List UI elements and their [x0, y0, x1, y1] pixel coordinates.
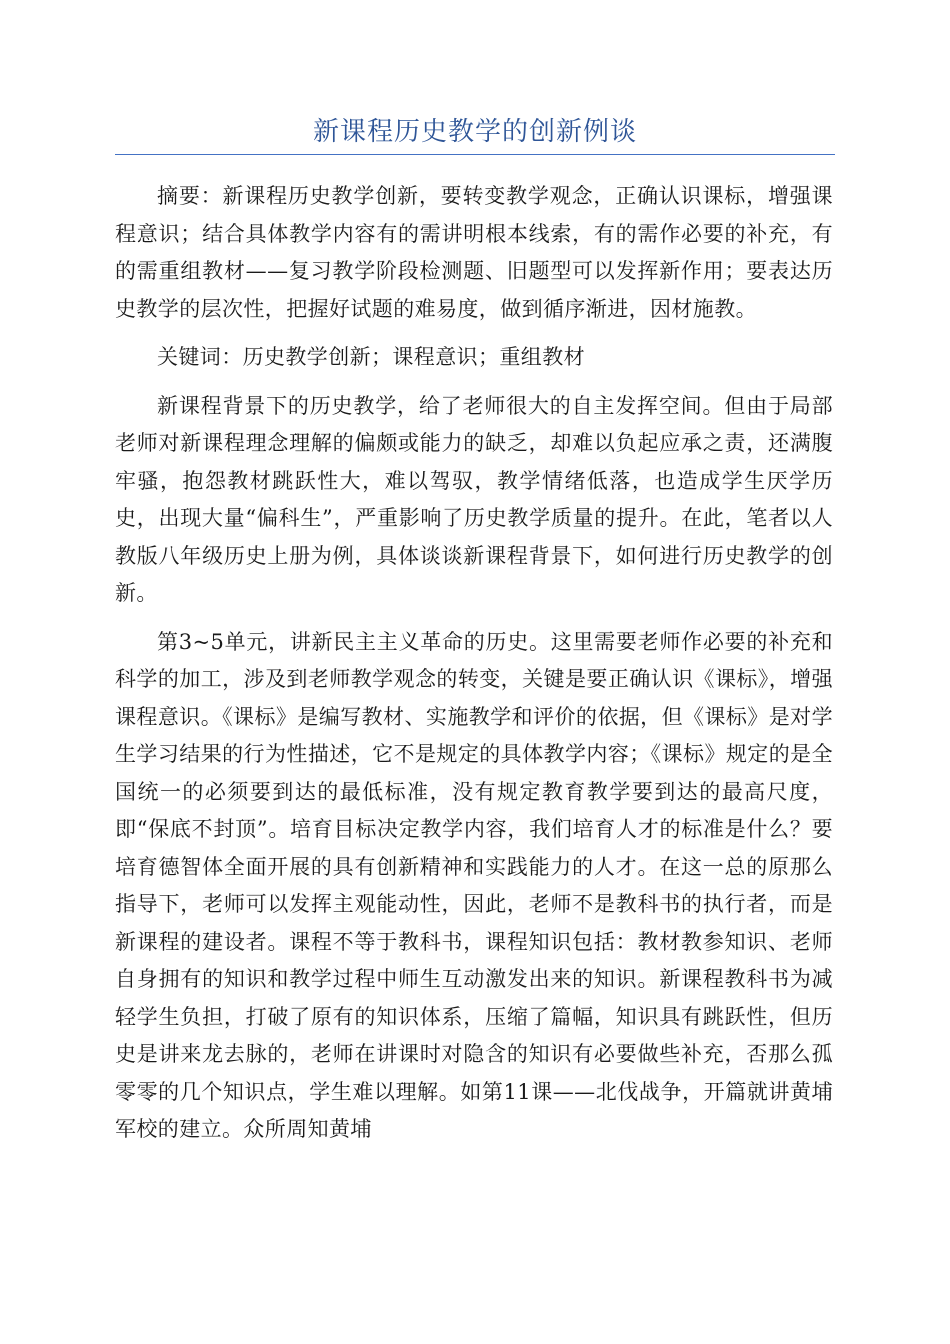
document-body [115, 178, 833, 1160]
body-paragraph: 第3~5单元，讲新民主主义革命的历史。这里需要老师作必要的补充和科学的加工，涉及到老师教学观念的转变，关键是要正确认识《课标》，增强课程意识。《课标》是编写教材、实施教学和评价的依据，但《课标》是对学生学习结果的行为性描述，它不是规定的具体教学内容；《课标》规定的是全国统一的必须要到达的最低标准，没有规定教育教学要到达的最高尺度，即“保底不封顶”。培育目标决定教学内容，我们培育人才的标准是什么？要培育德智体全面开展的具有创新精神和实践能力的人才。在这一总的原那么指导下，老师可以发挥主观能动性，因此，老师不是教科书的执行者，而是新课程的建设者。课程不等于教科书，课程知识包括：教材教参知识、老师自身拥有的知识和教学过程中师生互动激发出来的知识。新课程教科书为减轻学生负担，打破了原有的知识体系，压缩了篇幅，知识具有跳跃性，但历史是讲来龙去脉的，老师在讲课时对隐含的知识有必要做些补充，否那么孤零零的几个知识点，学生难以理解。如第11课——北伐战争，开篇就讲黄埔军校的建立。众所周知黄埔 [115, 629, 833, 1141]
intro-paragraph: 新课程背景下的历史教学，给了老师很大的自主发挥空间。但由于局部老师对新课程理念理解的偏颇或能力的缺乏，却难以负起应承之责，还满腹牢骚，抱怨教材跳跃性大，难以驾驭，教学情绪低落，也造成学生厌学历史，出现大量“偏科生”，严重影响了历史教学质量的提升。在此，笔者以人教版八年级历史上册为例，具体谈谈新课程背景下，如何进行历史教学的创新。 [115, 393, 833, 605]
title-underline-divider [115, 154, 835, 155]
document-title: 新课程历史教学的创新例谈 [312, 117, 637, 147]
keywords-paragraph: 关键词：历史教学创新；课程意识；重组教材 [157, 345, 585, 369]
abstract-paragraph: 摘要：新课程历史教学创新，要转变教学观念，正确认识课标，增强课程意识；结合具体教学内容有的需讲明根本线索，有的需作必要的补充，有的需重组教材——复习教学阶段检测题、旧题型可以发挥新作用；要表达历史教学的层次性，把握好试题的难易度，做到循序渐进，因材施教。 [115, 184, 833, 321]
